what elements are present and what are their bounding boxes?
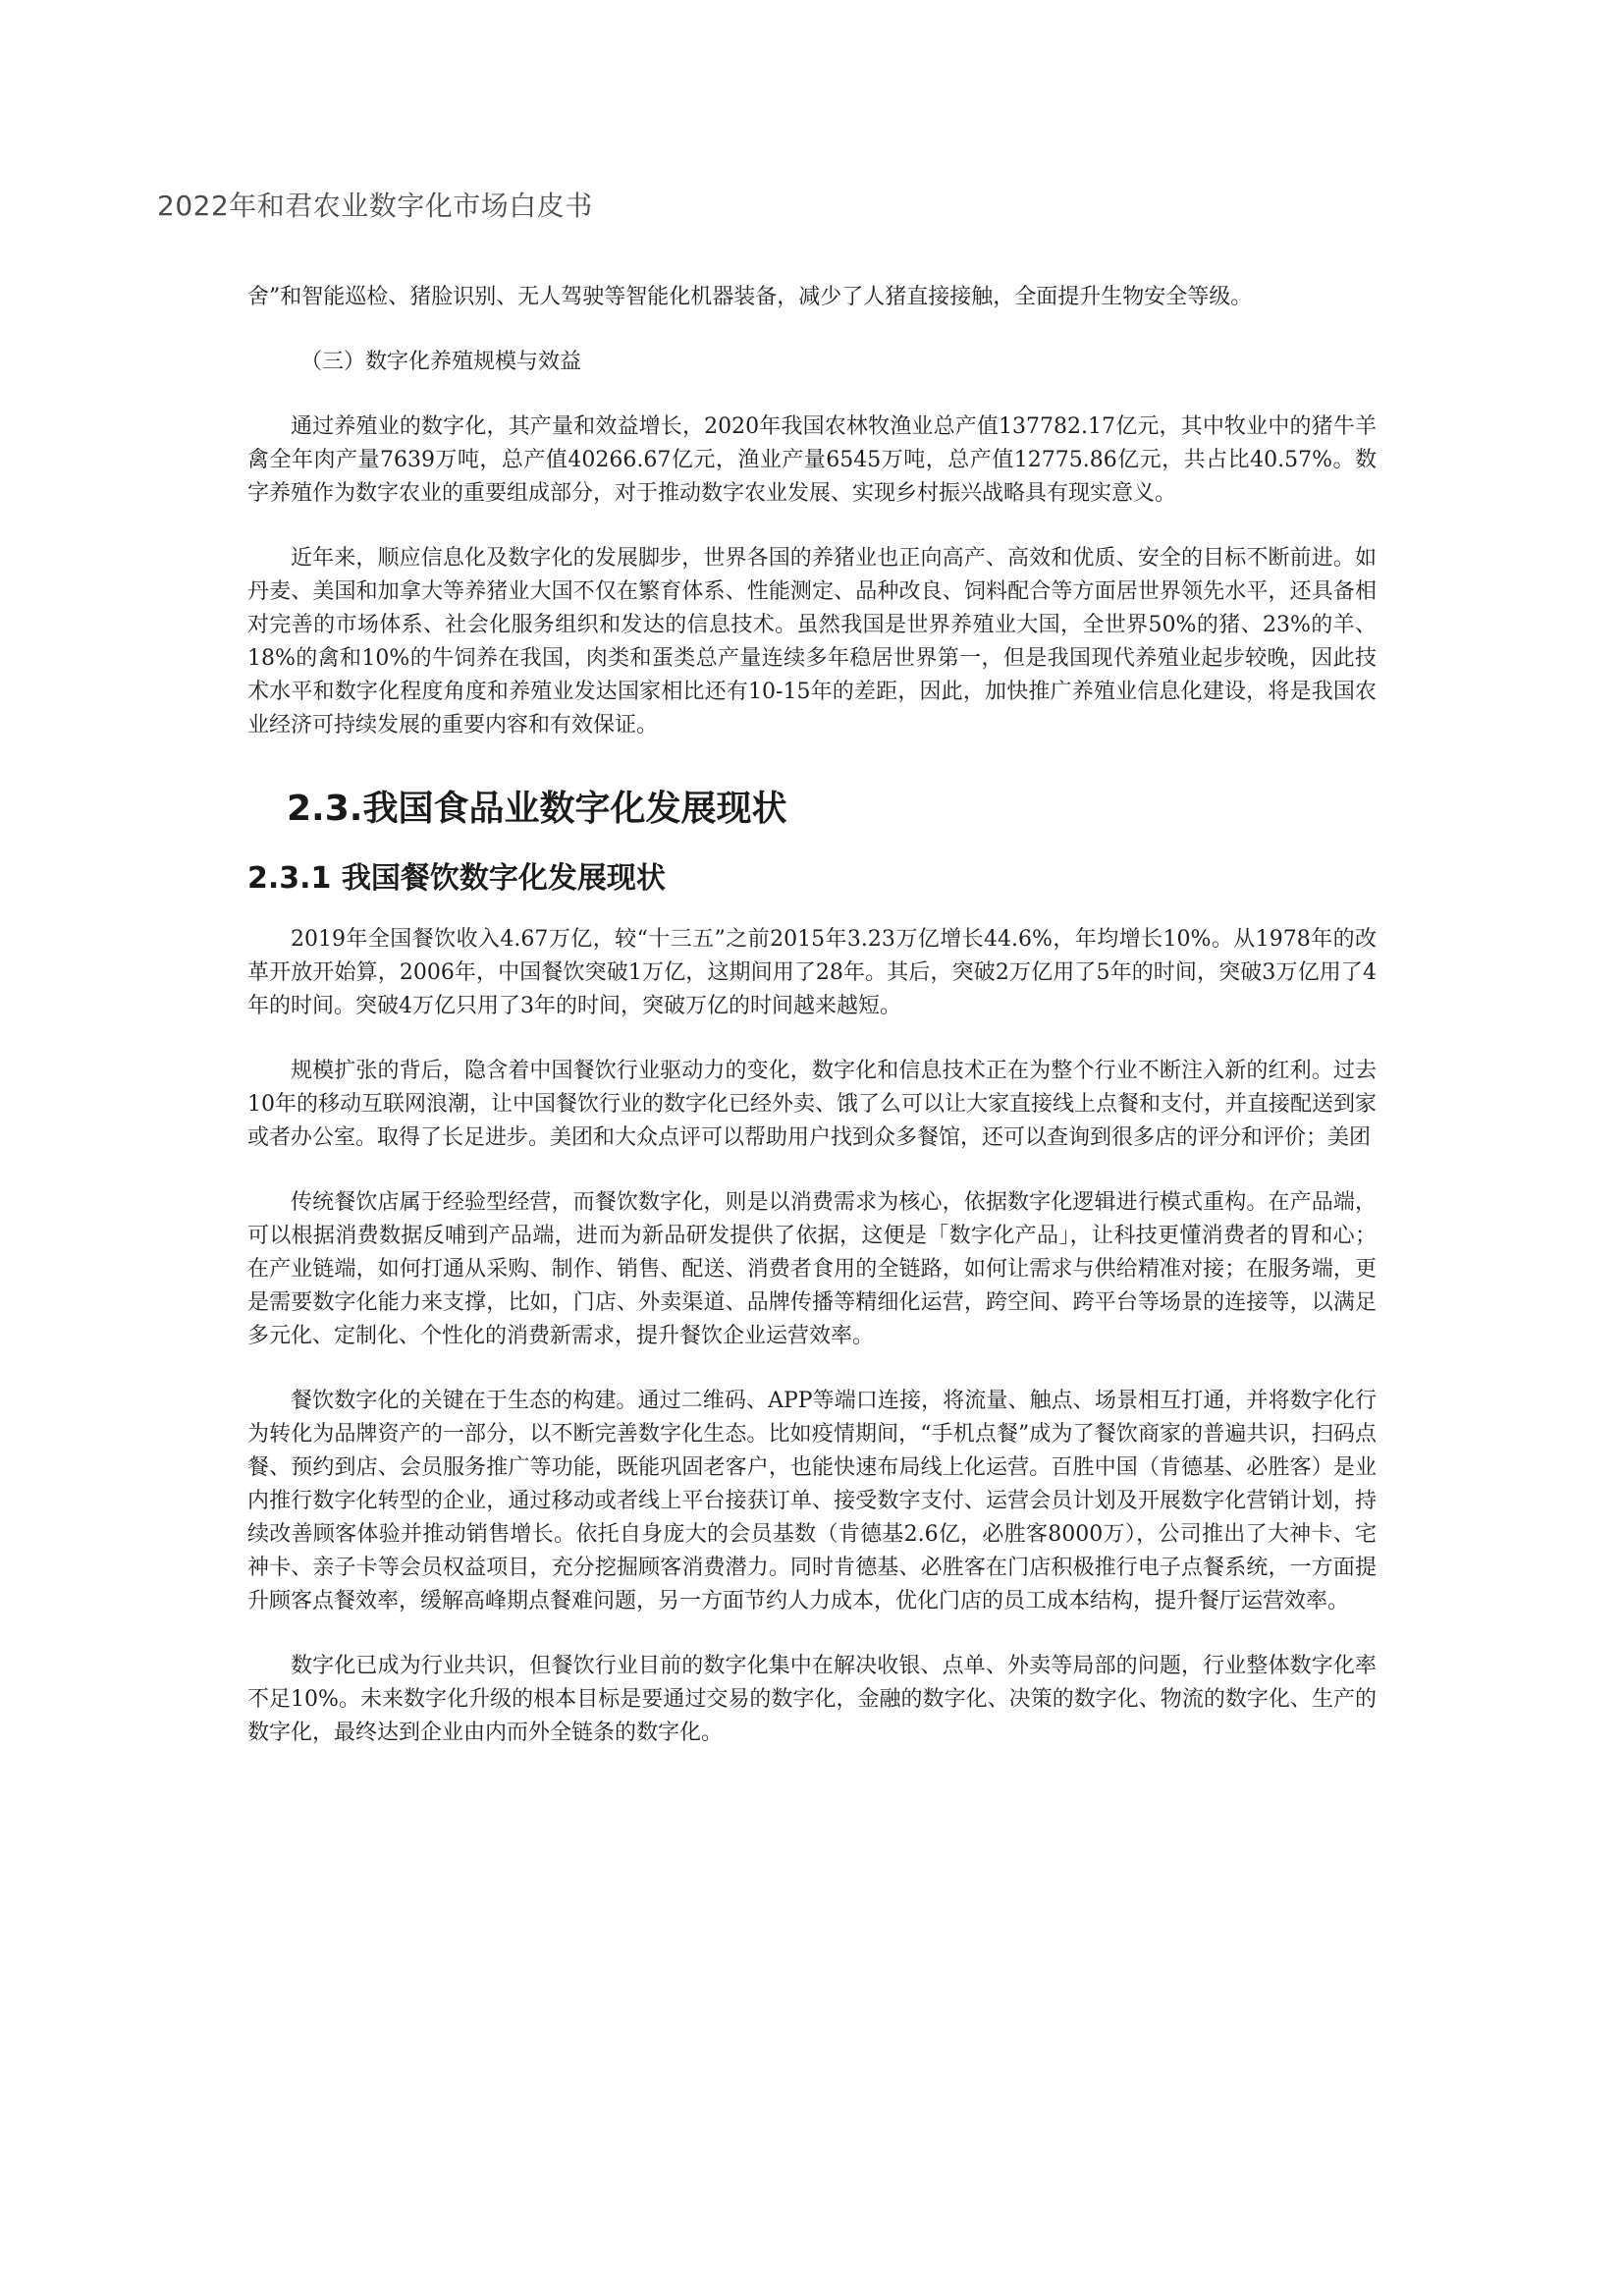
page-body [247,281,1377,1750]
running-header: 2022年和君农业数字化市场白皮书 [157,190,593,222]
paragraph-continuation: 舍”和智能巡检、猪脸识别、无人驾驶等智能化机器装备，减少了人猪直接接触，全面提升生物安全等级。 [247,285,1253,309]
paragraph-breeding-output: 通过养殖业的数字化，其产量和效益增长，2020年我国农林牧渔业总产值137782.17亿元，其中牧业中的猪牛羊禽全年肉产量7639万吨，总产值40266.67亿元，渔业产量6545万吨，总产值12775.86亿元，共占比40.57%。数字养殖作为数字农业的重要组成部分，对于推动数字农业发展、实现乡村振兴战略具有现实意义。 [247,414,1377,506]
subheading-breeding-scale: （三）数字化养殖规模与效益 [300,350,582,374]
paragraph-ecosystem: 餐饮数字化的关键在于生态的构建。通过二维码、APP等端口连接，将流量、触点、场景相互打通，并将数字化行为转化为品牌资产的一部分，以不断完善数字化生态。比如疫情期间，“手机点餐”成为了餐饮商家的普遍共识，扫码点餐、预约到店、会员服务推广等功能，既能巩固老客户，也能快速布局线上化运营。百胜中国（肯德基、必胜客）是业内推行数字化转型的企业，通过移动或者线上平台接获订单、接受数字支付、运营会员计划及开展数字化营销计划，持续改善顾客体验并推动销售增长。依托自身庞大的会员基数（肯德基2.6亿，必胜客8000万），公司推出了大神卡、宅神卡、亲子卡等会员权益项目，充分挖掘顾客消费潜力。同时肯德基、必胜客在门店积极推行电子点餐系统，一方面提升顾客点餐效率，缓解高峰期点餐难问题，另一方面节约人力成本，优化门店的员工成本结构，提升餐厅运营效率。 [247,1389,1377,1613]
section-heading-food-industry: 2.3.我国食品业数字化发展现状 [287,789,787,829]
paragraph-industry-consensus: 数字化已成为行业共识，但餐饮行业目前的数字化集中在解决收银、点单、外卖等局部的问题，行业整体数字化率不足10%。未来数字化升级的根本目标是要通过交易的数字化，金融的数字化、决策的数字化、物流的数字化、生产的数字化，最终达到企业由内而外全链条的数字化。 [247,1654,1377,1745]
paragraph-scale-expansion: 规模扩张的背后，隐含着中国餐饮行业驱动力的变化，数字化和信息技术正在为整个行业不断注入新的红利。过去10年的移动互联网浪潮，让中国餐饮行业的数字化已经外卖、饿了么可以让大家直接线上点餐和支付，并直接配送到家或者办公室。取得了长足进步。美团和大众点评可以帮助用户找到众多餐馆，还可以查询到很多店的评分和评价；美团 [247,1059,1377,1150]
paragraph-traditional-catering: 传统餐饮店属于经验型经营，而餐饮数字化，则是以消费需求为核心，依据数字化逻辑进行模式重构。在产品端，可以根据消费数据反哺到产品端，进而为新品研发提供了依据，这便是「数字化产品」，让科技更懂消费者的胃和心；在产业链端，如何打通从采购、制作、销售、配送、消费者食用的全链路，如何让需求与供给精准对接；在服务端，更是需要数字化能力来支撑，比如，门店、外卖渠道、品牌传播等精细化运营，跨空间、跨平台等场景的连接等，以满足多元化、定制化、个性化的消费新需求，提升餐饮企业运营效率。 [247,1190,1377,1348]
subsection-heading-catering: 2.3.1 我国餐饮数字化发展现状 [247,861,666,896]
paragraph-global-pig-industry: 近年来，顺应信息化及数字化的发展脚步，世界各国的养猪业也正向高产、高效和优质、安全的目标不断前进。如丹麦、美国和加拿大等养猪业大国不仅在繁育体系、性能测定、品种改良、饲料配合等方面居世界领先水平，还具备相对完善的市场体系、社会化服务组织和发达的信息技术。虽然我国是世界养殖业大国，全世界50%的猪、23%的羊、18%的禽和10%的牛饲养在我国，肉类和蛋类总产量连续多年稳居世界第一，但是我国现代养殖业起步较晚，因此技术水平和数字化程度角度和养殖业发达国家相比还有10-15年的差距，因此，加快推广养殖业信息化建设，将是我国农业经济可持续发展的重要内容和有效保证。 [247,546,1377,738]
paragraph-catering-revenue: 2019年全国餐饮收入4.67万亿，较“十三五”之前2015年3.23万亿增长44.6%，年均增长10%。从1978年的改革开放开始算，2006年，中国餐饮突破1万亿，这期间用了28年。其后，突破2万亿用了5年的时间，突破3万亿用了4年的时间。突破4万亿只用了3年的时间，突破万亿的时间越来越短。 [247,927,1377,1018]
